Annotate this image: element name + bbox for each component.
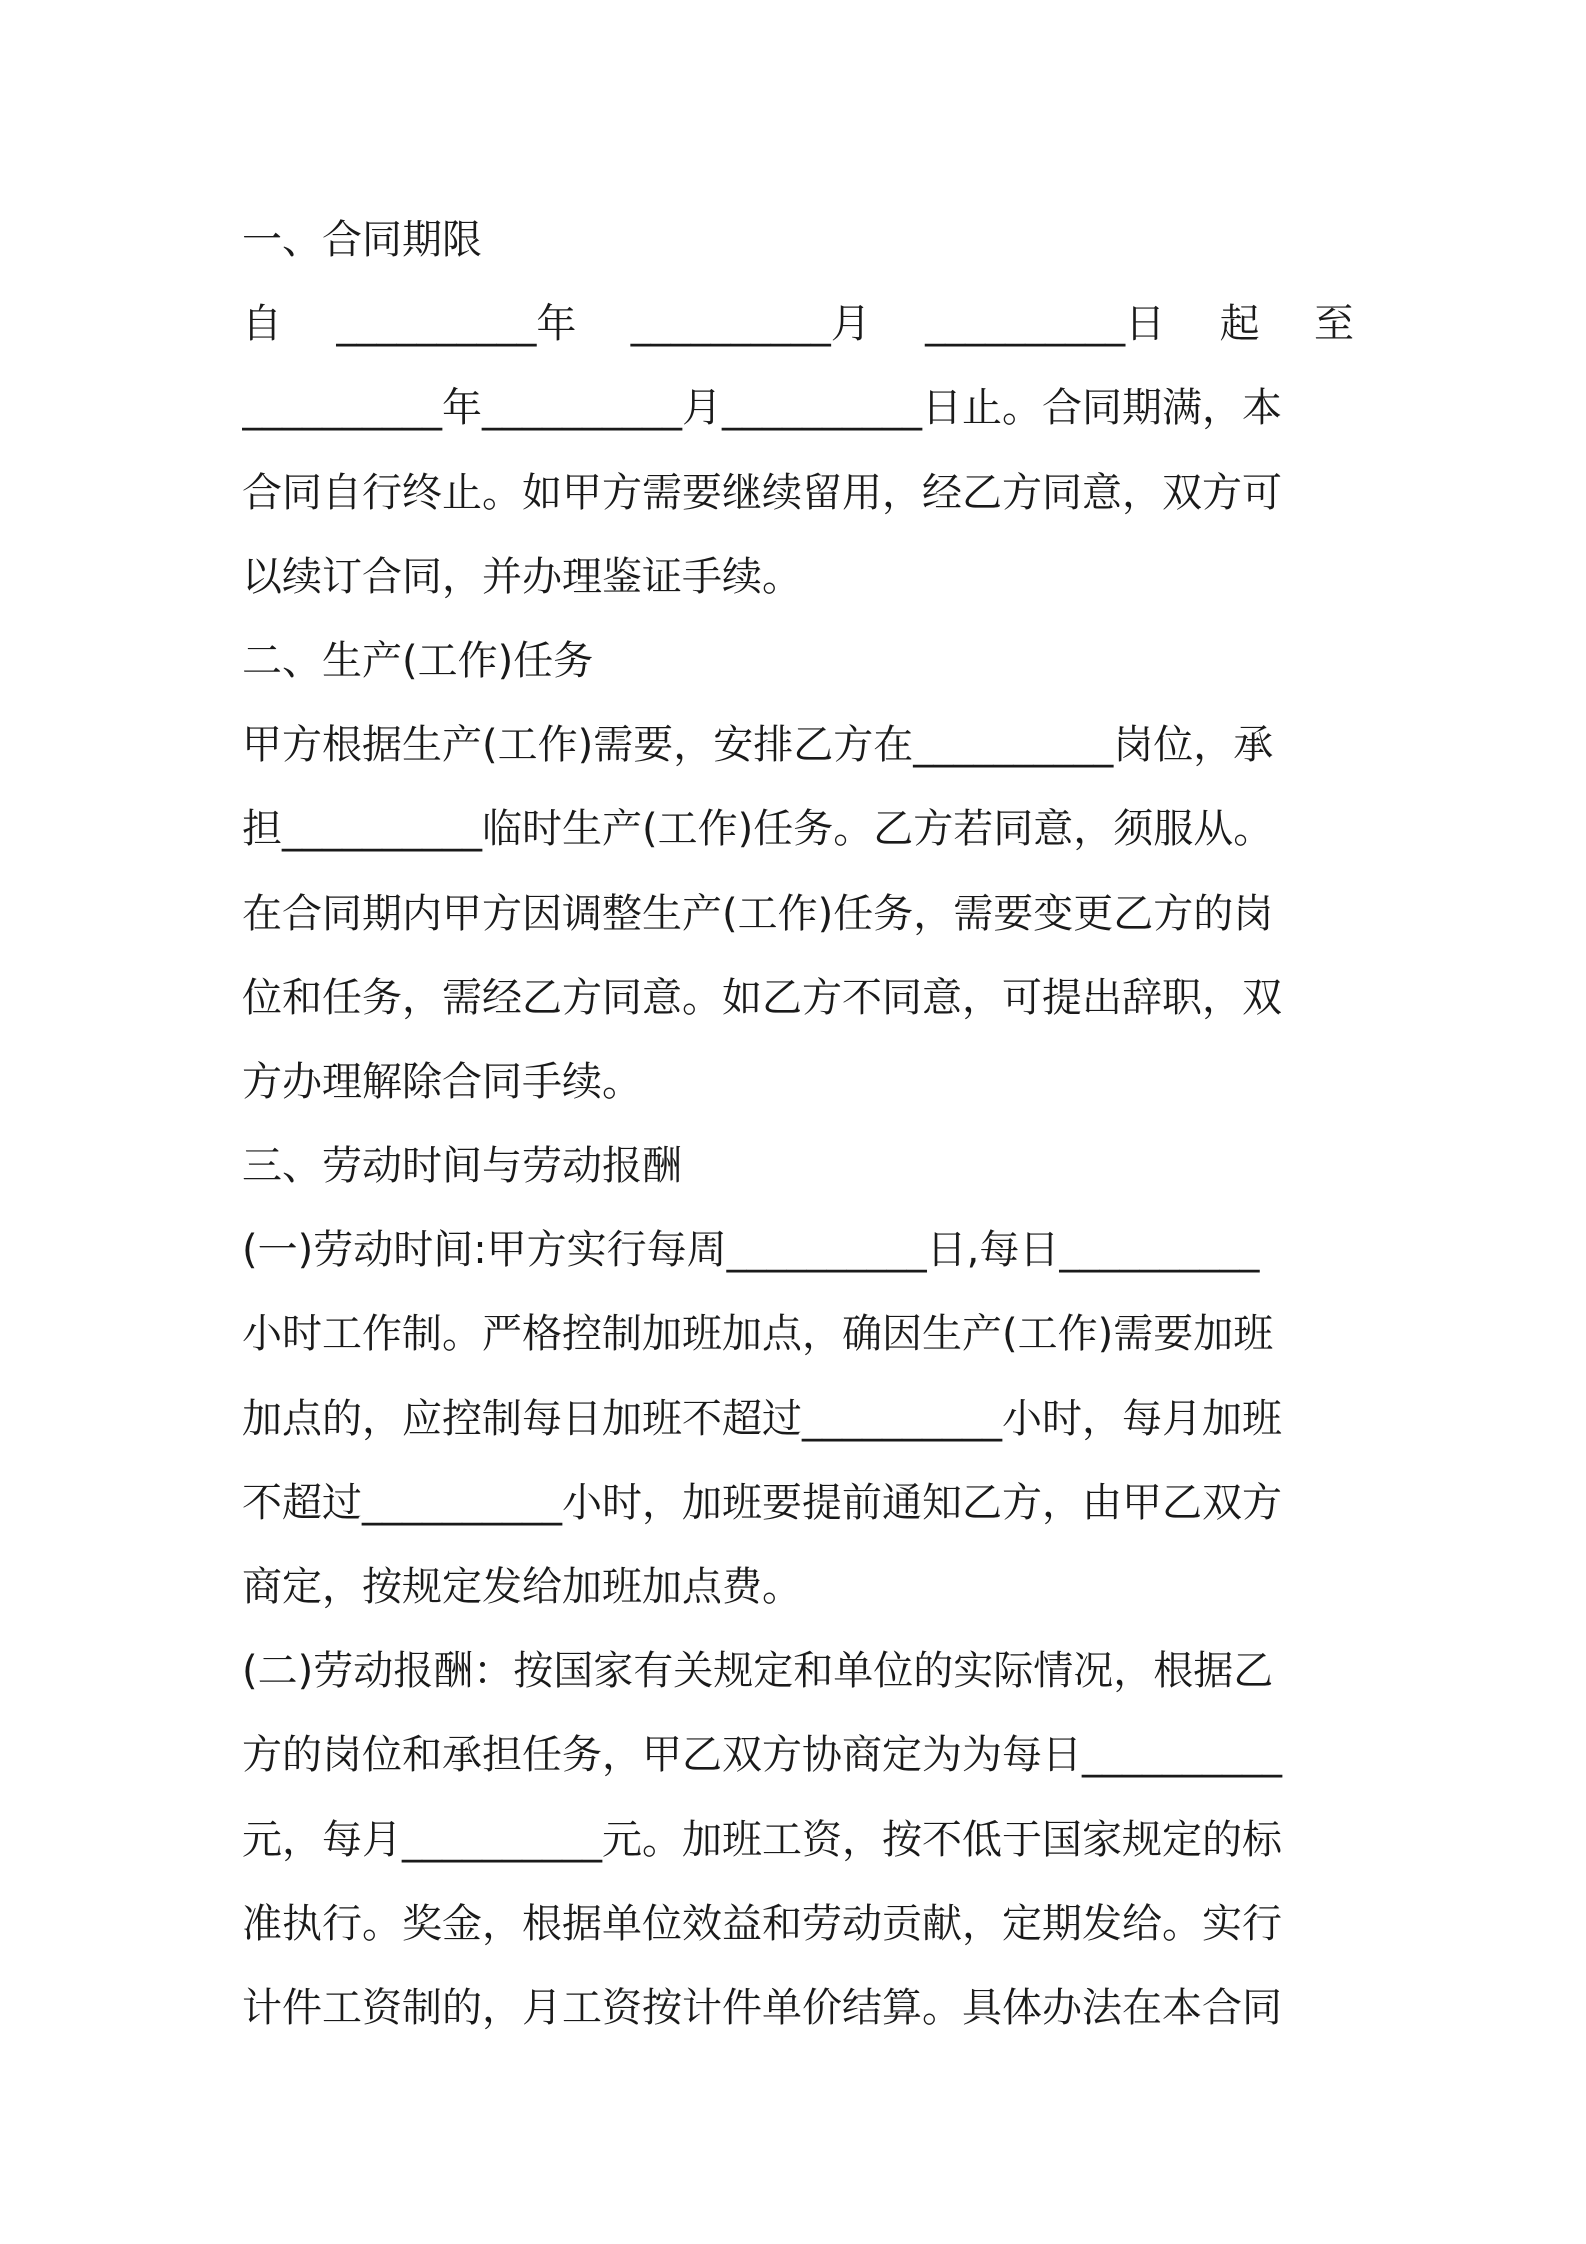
paragraph-line: 以续订合同，并办理鉴证手续。: [242, 553, 802, 600]
paragraph-line: 不超过__________小时，加班要提前通知乙方，由甲乙双方: [242, 1479, 1282, 1526]
paragraph-line: 方的岗位和承担任务，甲乙双方协商定为为每日__________: [242, 1732, 1282, 1779]
paragraph-line: 方办理解除合同手续。: [242, 1058, 642, 1105]
paragraph-line: 元，每月__________元。加班工资，按不低于国家规定的标: [242, 1816, 1282, 1863]
paragraph-line: 担__________临时生产(工作)任务。乙方若同意，须服从。: [242, 806, 1274, 853]
section-heading-production-task: 二、生产(工作)任务: [242, 637, 594, 684]
blank-month: __________月: [630, 301, 871, 348]
paragraph-line: __________年__________月__________日止。合同期满，本: [242, 385, 1282, 432]
document-body: [242, 198, 1354, 2050]
paragraph-line: 小时工作制。严格控制加班加点，确因生产(工作)需要加班: [242, 1311, 1274, 1358]
section-heading-work-hours-pay: 三、劳动时间与劳动报酬: [242, 1143, 682, 1190]
text-segment: 自: [242, 301, 282, 348]
paragraph-line: 甲方根据生产(工作)需要，安排乙方在__________岗位，承: [242, 722, 1274, 769]
paragraph-line: (一)劳动时间:甲方实行每周__________日,每日__________: [242, 1227, 1260, 1274]
paragraph-line: 计件工资制的，月工资按计件单价结算。具体办法在本合同: [242, 1984, 1282, 2031]
paragraph-line: 加点的，应控制每日加班不超过__________小时，每月加班: [242, 1395, 1282, 1442]
paragraph-line: 商定，按规定发给加班加点费。: [242, 1564, 802, 1610]
section-heading-contract-term: 一、合同期限: [242, 217, 482, 263]
blank-year: __________年: [336, 301, 577, 348]
paragraph-line: 准执行。奖金，根据单位效益和劳动贡献，定期发给。实行: [242, 1900, 1282, 1947]
paragraph-line: (二)劳动报酬：按国家有关规定和单位的实际情况，根据乙: [242, 1648, 1274, 1695]
text-segment: 起: [1219, 301, 1260, 348]
text-segment: 至: [1313, 301, 1354, 348]
paragraph-line: 在合同期内甲方因调整生产(工作)任务，需要变更乙方的岗: [242, 890, 1274, 937]
paragraph-line: [242, 282, 1354, 366]
paragraph-line: 合同自行终止。如甲方需要继续留用，经乙方同意，双方可: [242, 469, 1282, 516]
paragraph-line: 位和任务，需经乙方同意。如乙方不同意，可提出辞职，双: [242, 974, 1282, 1021]
blank-day: __________日: [925, 301, 1166, 348]
